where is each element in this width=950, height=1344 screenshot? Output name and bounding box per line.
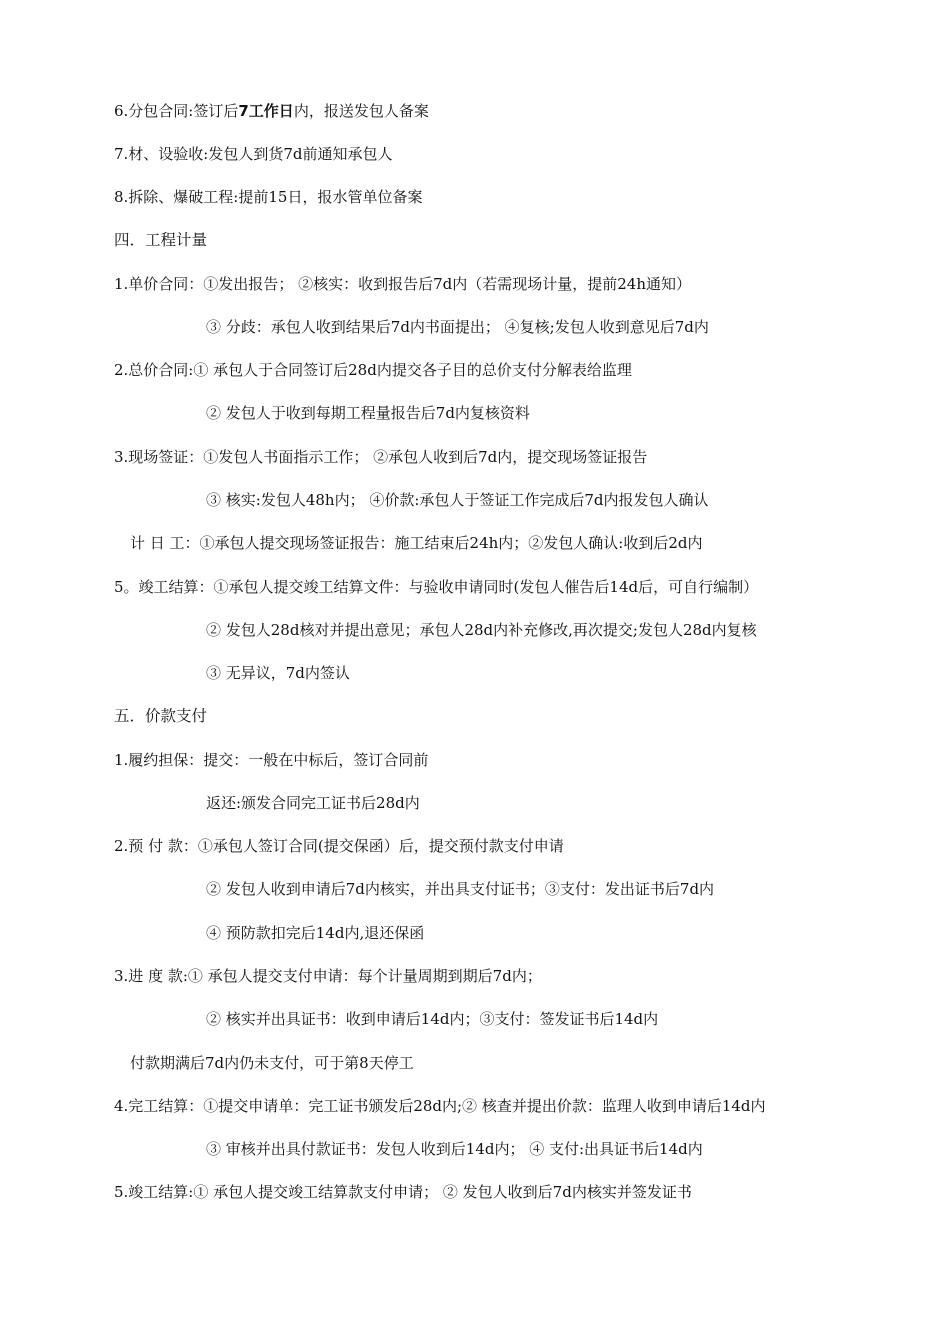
item-final-account: 4.完工结算：①提交申请单：完工证书颁发后28d内;② 核查并提出价款：监理人收到申请后14d内 (114, 1097, 766, 1115)
item-performance-bond: 1.履约担保：提交：一般在中标后，签订合同前 (114, 751, 429, 769)
item-advance-payment-sub2: ④ 预防款扣完后14d内,退还保函 (206, 924, 425, 942)
item-progress-payment: 3.进 度 款:① 承包人提交支付申请：每个计量周期到期后7d内； (114, 967, 542, 985)
item-unit-price-sub: ③ 分歧：承包人收到结果后7d内书面提出； ④复核;发包人收到意见后7d内 (206, 318, 709, 336)
item-advance-payment: 2.预 付 款：①承包人签订合同(提交保函）后，提交预付款支付申请 (114, 837, 564, 855)
item-subcontract (114, 101, 429, 121)
item-final-account-sub: ③ 审核并出具付款证书：发包人收到后14d内； ④ 支付:出具证书后14d内 (206, 1140, 703, 1158)
item-completion-settlement-sub2: ③ 无异议，7d内签认 (206, 664, 350, 682)
item-performance-bond-return: 返还:颁发合同完工证书后28d内 (206, 794, 420, 812)
item-demolition: 8.拆除、爆破工程:提前15日，报水管单位备案 (114, 188, 423, 206)
section-heading-measurement: 四．工程计量 (114, 231, 208, 249)
item-progress-payment-note: 付款期满后7d内仍未支付，可于第8天停工 (130, 1054, 414, 1072)
item-completion-settlement: 5。竣工结算：①承包人提交竣工结算文件：与验收申请同时(发包人催告后14d后，可自行编制） (114, 578, 759, 596)
item-site-visa: 3.现场签证：①发包人书面指示工作； ②承包人收到后7d内，提交现场签证报告 (114, 448, 648, 466)
item-advance-payment-sub1: ② 发包人收到申请后7d内核实，并出具支付证书；③支付：发出证书后7d内 (206, 880, 715, 898)
item-lump-sum-contract: 2.总价合同:① 承包人于合同签订后28d内提交各子目的总价支付分解表给监理 (114, 361, 632, 379)
item-lump-sum-sub: ② 发包人于收到每期工程量报告后7d内复核资料 (206, 404, 530, 422)
text-span: 6.分包合同:签订后 (114, 102, 239, 120)
item-unit-price-contract: 1.单价合同：①发出报告； ②核实：收到报告后7d内（若需现场计量，提前24h通知） (114, 275, 691, 293)
section-heading-payment: 五．价款支付 (114, 707, 208, 725)
item-site-visa-sub: ③ 核实:发包人48h内； ④价款:承包人于签证工作完成后7d内报发包人确认 (206, 491, 709, 509)
item-material-acceptance: 7.材、设验收:发包人到货7d前通知承包人 (114, 145, 393, 163)
item-completion-settlement-sub1: ② 发包人28d核对并提出意见；承包人28d内补充修改,再次提交;发包人28d内复核 (206, 621, 757, 639)
item-completion-payment: 5.竣工结算:① 承包人提交竣工结算款支付申请； ② 发包人收到后7d内核实并签发证书 (114, 1183, 692, 1201)
item-daywork: 计 日 工：①承包人提交现场签证报告：施工结束后24h内；②发包人确认:收到后2d内 (130, 534, 703, 552)
bold-span: 7工作日 (238, 102, 294, 120)
item-progress-payment-sub: ② 核实并出具证书：收到申请后14d内；③支付：签发证书后14d内 (206, 1010, 659, 1028)
text-span: 内，报送发包人备案 (293, 102, 429, 120)
